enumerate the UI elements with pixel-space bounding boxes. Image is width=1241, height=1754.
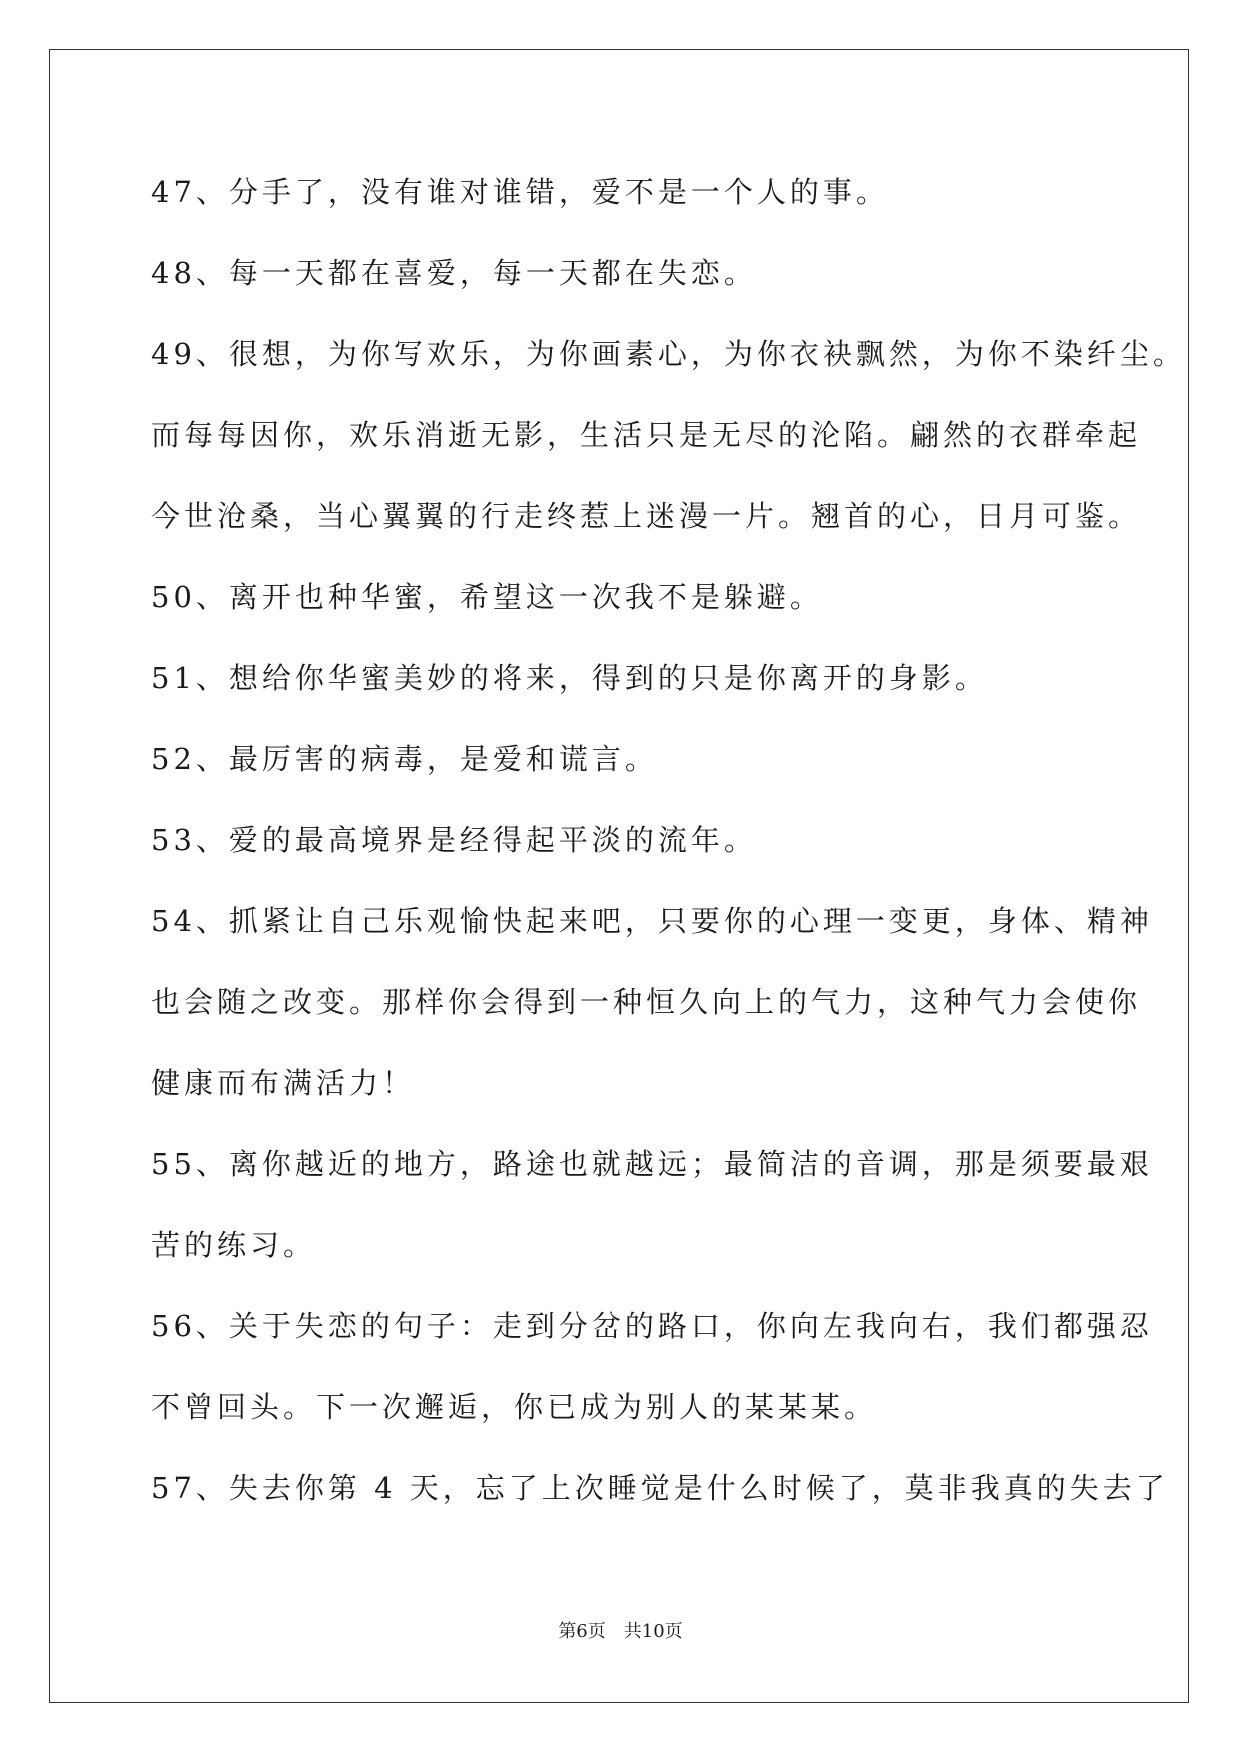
text-line: 55、离你越近的地方，路途也就越远；最简洁的音调，那是须要最艰 [151,1147,1153,1181]
text-line: 苦的练习。 [151,1228,317,1262]
text-line: 54、抓紧让自己乐观愉快起来吧，只要你的心理一变更，身体、精神 [151,904,1153,938]
page-border [49,49,1189,1703]
text-line: 不曾回头。下一次邂逅，你已成为别人的某某某。 [151,1390,878,1424]
text-line: 健康而布满活力！ [151,1066,416,1100]
text-line: 也会随之改变。那样你会得到一种恒久向上的气力，这种气力会使你 [151,985,1142,1019]
text-line: 50、离开也种华蜜，希望这一次我不是躲避。 [151,580,823,614]
text-line: 52、最厉害的病毒，是爱和谎言。 [151,742,658,776]
text-line: 49、很想，为你写欢乐，为你画素心，为你衣袂飘然，为你不染纤尘。 [151,337,1186,371]
text-line: 51、想给你华蜜美妙的将来，得到的只是你离开的身影。 [151,661,988,695]
text-line: 今世沧桑，当心翼翼的行走终惹上迷漫一片。翘首的心，日月可鉴。 [151,499,1142,533]
page-footer [0,1617,1241,1643]
text-line: 而每每因你，欢乐消逝无影，生活只是无尽的沦陷。翩然的衣群牵起 [151,418,1142,452]
text-line: 47、分手了，没有谁对谁错，爱不是一个人的事。 [151,175,889,209]
total-pages: 共10页 [623,1621,683,1642]
page-number: 第6页 [558,1621,606,1642]
text-line: 56、关于失恋的句子：走到分岔的路口，你向左我向右，我们都强忍 [151,1309,1153,1343]
text-line: 48、每一天都在喜爱，每一天都在失恋。 [151,256,757,290]
text-line: 53、爱的最高境界是经得起平淡的流年。 [151,823,757,857]
text-line: 57、失去你第 4 天，忘了上次睡觉是什么时候了，莫非我真的失去了 [151,1471,1169,1505]
